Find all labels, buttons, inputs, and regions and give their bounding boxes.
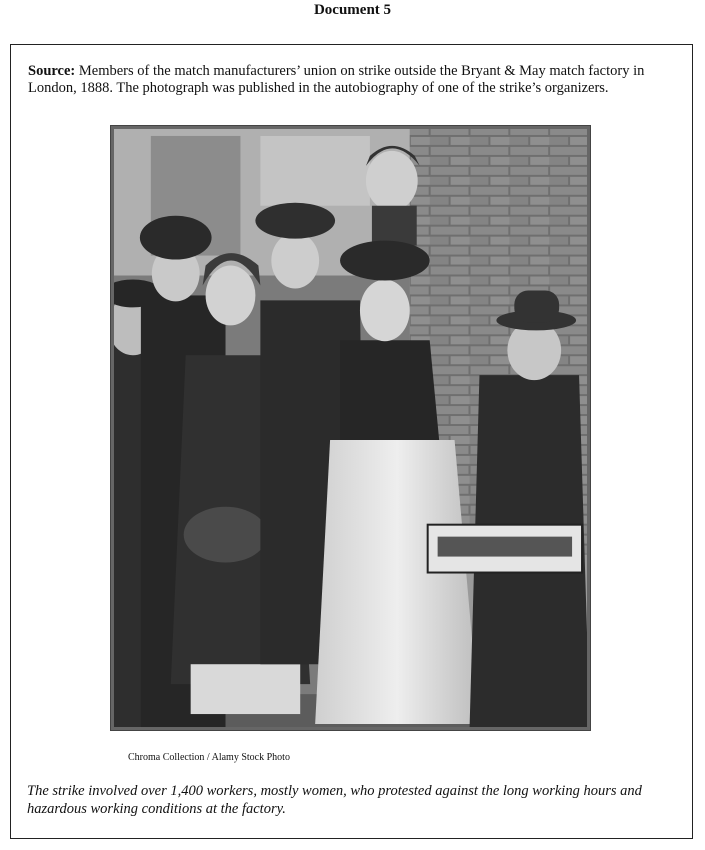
historical-photograph	[110, 125, 591, 731]
source-description: Members of the match manufacturers’ union on strike outside the Bryant & May match factory in London, 1888. The photograph was published in the autobiography of one of the strike’s organizers.	[28, 63, 645, 96]
source-text	[28, 63, 673, 97]
strikers-photo-illustration	[111, 126, 590, 730]
source-label: Source:	[28, 63, 76, 79]
document-title: Document 5	[313, 2, 392, 18]
photo-credit: Chroma Collection / Alamy Stock Photo	[128, 752, 290, 763]
photo-caption: The strike involved over 1,400 workers, mostly women, who protested against the long working hours and hazardous working conditions at the factory.	[27, 783, 642, 817]
document-frame	[10, 44, 693, 839]
